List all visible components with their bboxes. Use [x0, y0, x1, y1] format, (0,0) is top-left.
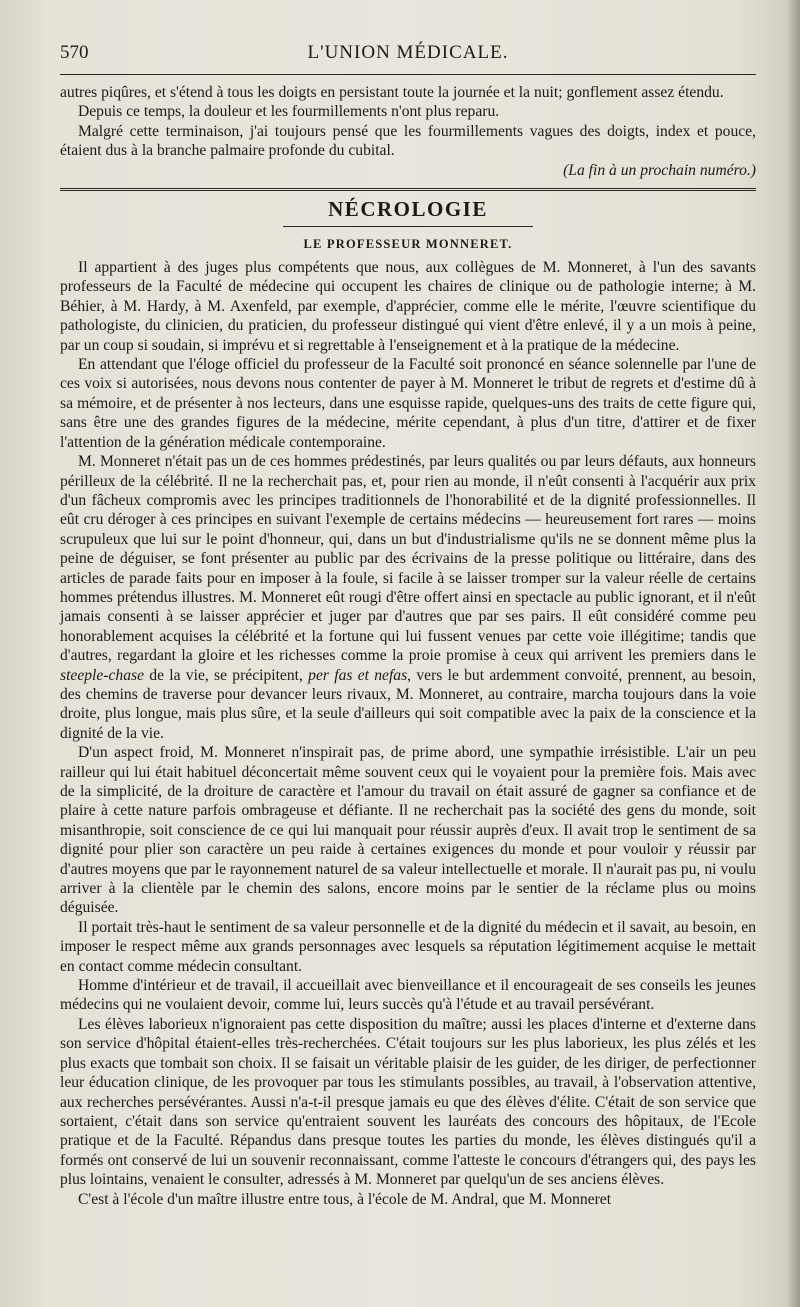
steeple-chase-term: steeple-chase: [60, 666, 144, 684]
continuation-paragraph-2: Depuis ce temps, la douleur et les fourmillements n'ont plus reparu.: [78, 103, 500, 121]
section-divider: [60, 188, 756, 191]
article-paragraph-2: En attendant que l'éloge officiel du professeur de la Faculté soit prononcé en séance solennelle par l'une de ces voix si autorisées, nous devons nous contenter de payer à M. Monneret le tribut de regrets et d'estime dû à sa mémoire, et de présenter à nos lecteurs, dans une esquisse rapide, quelques-uns des traits de cette figure qui, sans être une des grandes figures de la médecine, mérite cependant, à plus d'un titre, d'attirer et de fixer l'attention de la génération médicale contemporaine.: [60, 356, 756, 451]
article-title: LE PROFESSEUR MONNERET.: [303, 237, 513, 252]
running-head: [60, 34, 756, 64]
section-title: NÉCROLOGIE: [328, 197, 488, 222]
article-paragraph-7: Les élèves laborieux n'ignoraient pas cette disposition du maître; aussi les places d'interne et d'externe dans son service d'hôpital étaient-elles très-recherchées. C'était toujours sur les plus laborieux, les plus zélés et les plus exacts que tombait son choix. Il se faisait un véritable plaisir de les guider, de les diriger, de perfectionner leur éducation clinique, de les provoquer par tous les stimulants possibles, au travail, à l'observation attentive, aux recherches persévérantes. Aussi n'a-t-il presque jamais eu que des élèves d'élite. C'était de son service que sortaient, c'était dans son service qu'entraient souvent les lauréats des concours des hôpitaux, de l'Ecole pratique et de la Faculté. Répandus dans presque toutes les parties du monde, les élèves distingués qu'il a formés ont conservé de lui un souvenir reconnaissant, comme l'atteste le concours d'étrangers qui, des pays les plus lointains, venaient le consulter, adressés à M. Monneret par quelqu'un de ses anciens élèves.: [60, 1015, 756, 1189]
article-paragraph-5: Il portait très-haut le sentiment de sa valeur personnelle et de la dignité du médecin et il savait, au besoin, en imposer le respect même aux grands personnages avec lesquels sa réputation légitimement acquise le mettait en contact comme médecin consultant.: [60, 918, 756, 975]
article-paragraph-4: D'un aspect froid, M. Monneret n'inspirait pas, de prime abord, une sympathie irrésistible. L'air un peu railleur qui lui était habituel déconcertait même souvent ceux qui le voyaient pour la première fois. Mais avec de la simplicité, de la droiture de caractère et l'amour du travail on était assuré de gagner sa confiance et de plaire à cette nature parfois ombrageuse et défiante. Il ne recherchait pas la société des gens du monde, soit misanthropie, soit conscience de ce qui lui manquait pour réussir auprès d'eux. Il avait trop le sentiment de sa dignité pour plier son caractère un peu raide à certaines exigences du monde et pour vouloir y réussir par d'autres moyens que par le rayonnement naturel de sa valeur intellectuelle et morale. Il n'aurait pas pu, ni voulu arriver à la clientèle par le chemin des salons, encore moins par le sentier de la réclame plus ou moins déguisée.: [60, 744, 756, 917]
article-body: [60, 258, 756, 1209]
continuation-paragraph-3: Malgré cette terminaison, j'ai toujours pensé que les fourmillements vagues des doigts, index et pouce, étaient dus à la branche palmaire profonde du cubital.: [60, 122, 756, 160]
journal-title: L'UNION MÉDICALE.: [307, 42, 509, 63]
section-title-rule: [283, 226, 533, 227]
latin-phrase: per fas et nefas: [308, 666, 408, 684]
continuation-block: [60, 83, 756, 180]
continuation-paragraph-1: autres piqûres, et s'étend à tous les doigts en persistant toute la journée et la nuit; gonflement assez étendu.: [60, 84, 724, 101]
article-paragraph-6: Homme d'intérieur et de travail, il accueillait avec bienveillance et il encourageait de ses conseils les jeunes médecins qui ne voulaient devoir, comme lui, leurs succès qu'à l'étude et au travail persévérant.: [60, 977, 756, 1014]
header-rule: [60, 74, 756, 75]
article-paragraph-3-part-b: de la vie, se précipitent,: [149, 666, 303, 684]
page-number: 570: [60, 42, 89, 63]
article-paragraph-1: Il appartient à des juges plus compétents que nous, aux collègues de M. Monneret, à l'un des savants professeurs de la Faculté de médecine qui occupent les chaires de clinique ou de pathologie interne; à M. Béhier, à M. Hardy, à M. Axenfeld, par exemple, d'apprécier, comme elle le mérite, l'œuvre scientifique du pathologiste, du clinicien, du praticien, du professeur distingué qui vient d'être enlevé, il y a un mois à peine, par un coup si soudain, si imprévu et si regrettable à l'enseignement et à la pratique de la médecine.: [60, 259, 756, 354]
article-paragraph-3-part-a: M. Monneret n'était pas un de ces hommes prédestinés, par leurs qualités ou par leurs défauts, aux honneurs périlleux de la célébrité. Il ne la recherchait pas, et, pour rien au monde, il n'eût consenti à l'acquérir aux prix d'un fâcheux compromis avec les principes traditionnels de l'honorabilité et de la dignité professionnelles. Il eût cru déroger à ces principes en suivant l'exemple de certains médecins — heureusement fort rares — moins scrupuleux que lui sur le point d'honneur, qui, dans un but d'industrialisme qu'ils ne se donnent même plus la peine de déguiser, se font présenter au public par des écrivains de la presse politique ou littéraire, dans des articles de parade faits pour en imposer à la foule, si facile à se laisser tromper sur la valeur réelle de certains hommes prétendus illustres. M. Monneret eût rougi d'être offert ainsi en spectacle au public ignorant, et il n'eût jamais consenti à se laisser apprécier et juger par d'autres que par ses pairs. Il eût considéré comme peu honorablement acquises la célébrité et la fortune qui lui fussent venues par cette voie illégitime; tandis que d'autres, regardant la gloire et les richesses comme la proie promise à ceux qui arrivent les premiers dans le: [60, 453, 756, 665]
continuation-note: (La fin à un prochain numéro.): [563, 161, 756, 179]
article-paragraph-3: [60, 452, 756, 743]
article-paragraph-8: C'est à l'école d'un maître illustre entre tous, à l'école de M. Andral, que M. Monneret: [78, 1190, 612, 1208]
article-paragraph-3-part-c: , vers le but ardemment convoité, prennent, au besoin, des chemins de traverse pour devancer leurs rivaux, M. Monneret, au contraire, marcha toujours dans la voie droite, plus longue, mais plus sûre, et la seule d'ailleurs qui soit compatible avec la paix de la conscience et la dignité de la vie.: [60, 666, 756, 742]
